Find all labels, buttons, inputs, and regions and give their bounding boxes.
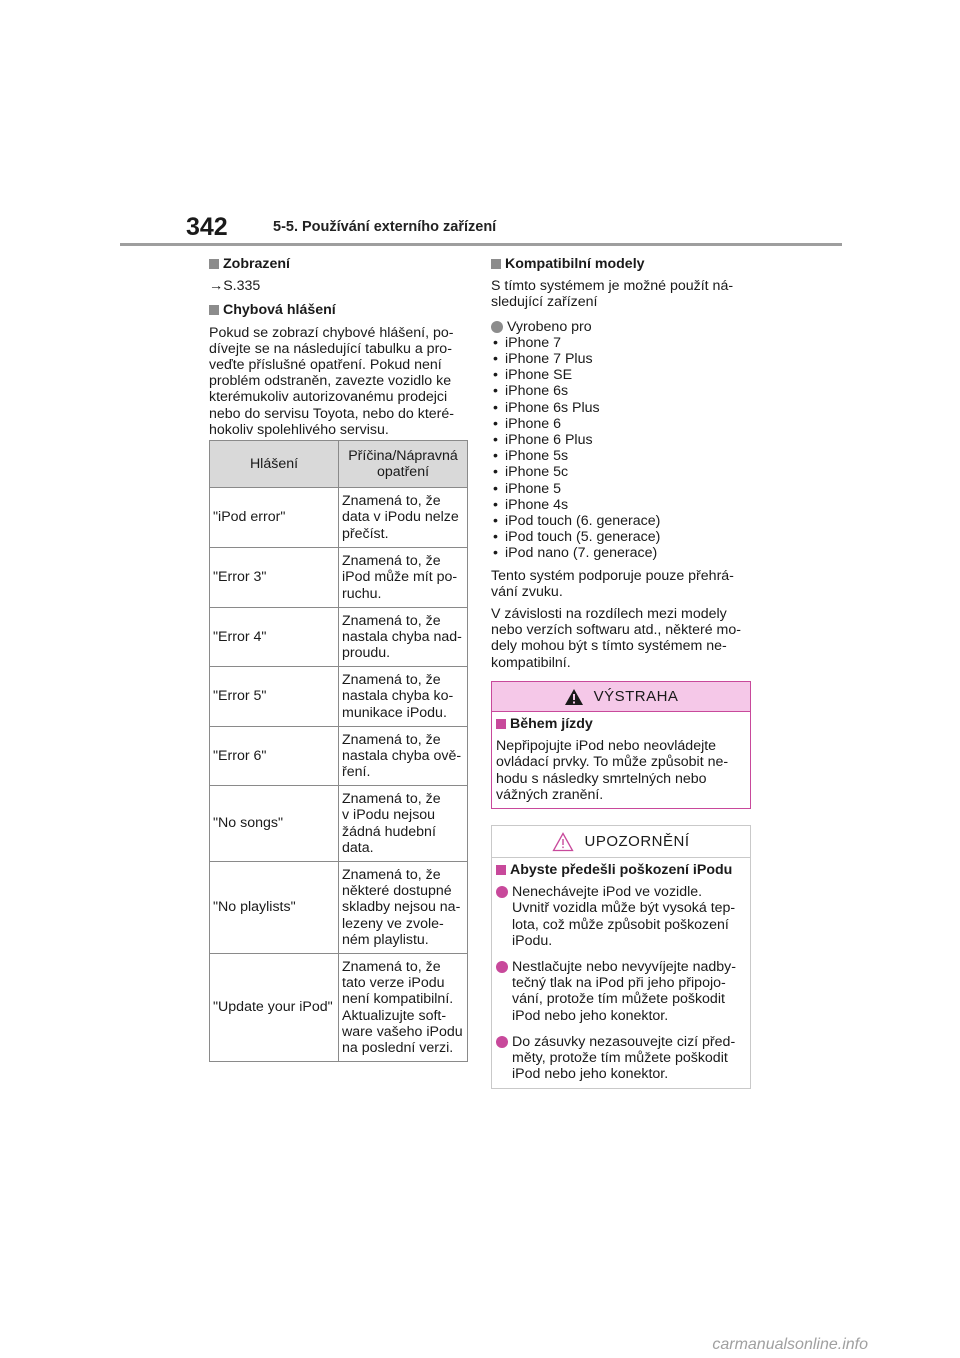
table-row (210, 862, 468, 954)
list-item: • iPhone 4s (491, 497, 753, 513)
table-cell-cause: Znamená to, že některé dostupné skladby nejsou na- lezeny ve zvole- ném playlistu. (339, 862, 468, 954)
table-cell-cause: Znamená to, že data v iPodu nelze přečíst. (339, 488, 468, 548)
compat-heading: Kompatibilní modely (491, 256, 753, 272)
list-item: • iPhone 5 (491, 481, 753, 497)
table-cell-message: "No songs" (210, 786, 339, 862)
table-cell-message: "No playlists" (210, 862, 339, 954)
list-item: • iPhone 6 Plus (491, 432, 753, 448)
circle-bullet-icon (496, 1036, 508, 1048)
circle-bullet-icon (496, 886, 508, 898)
warning-header (492, 682, 750, 712)
notice-item: Do zásuvky nezasouvejte cizí před- měty, protože tím můžete poškodit iPod nebo jeho konektor. (496, 1034, 746, 1083)
list-item: • iPod nano (7. generace) (491, 545, 753, 561)
table-cell-cause: Znamená to, že tato verze iPodu není kompatibilní. Aktualizujte soft- ware vašeho iPodu na poslední verzi. (339, 954, 468, 1062)
section-title: 5-5. Používání externího zařízení (273, 219, 497, 235)
table-cell-cause: Znamená to, že iPod může mít po- ruchu. (339, 548, 468, 608)
circle-bullet-icon (496, 961, 508, 973)
warning-heading: Během jízdy (496, 716, 746, 732)
table-cell-message: "iPod error" (210, 488, 339, 548)
square-bullet-icon (496, 865, 506, 875)
display-reference: →S.335 (209, 278, 261, 295)
footer-watermark: carmanualsonline.info (712, 1336, 868, 1353)
list-item: • iPhone 7 (491, 335, 753, 351)
square-bullet-icon (209, 259, 219, 269)
model-list (491, 335, 753, 562)
list-item: • iPhone 6 (491, 416, 753, 432)
notice-title: UPOZORNĚNÍ (584, 833, 690, 850)
table-header-row (210, 441, 468, 488)
error-intro: Pokud se zobrazí chybové hlášení, po- dívejte se na následující tabulku a pro- veďte příslušné opatření. Pokud není problém odstraněn, zavezte vozidlo ke kterémukoliv autorizovanému prodejci nebo do servisu Toyota, nebo do které- hokoliv spolehlivého servisu. (209, 324, 455, 438)
list-item: • iPhone SE (491, 367, 753, 383)
table-row (210, 488, 468, 548)
notice-item: Nestlačujte nebo nevyvíjejte nadby- tečný tlak na iPod při jeho připojo- vání, protože tím můžete poškodit iPod nebo jeho konektor. (496, 959, 746, 1024)
warning-title: VÝSTRAHA (593, 688, 679, 705)
header-divider (120, 243, 842, 246)
notice-heading: Abyste předešli poškození iPodu (496, 862, 746, 878)
compat-intro: S tímto systémem je možné použít ná- sledující zařízení (491, 278, 734, 311)
page-number: 342 (186, 213, 228, 241)
list-item: • iPhone 7 Plus (491, 351, 753, 367)
list-item: • iPhone 6s Plus (491, 400, 753, 416)
table-row (210, 608, 468, 667)
playback-note: Tento systém podporuje pouze přehrá- vání zvuku. (491, 567, 734, 600)
notice-box (491, 825, 751, 1089)
table-cell-message: "Error 5" (210, 667, 339, 727)
list-item: • iPhone 5c (491, 464, 753, 480)
table-header-cause: Příčina/Nápravná opatření (339, 441, 468, 488)
table-cell-message: "Update your iPod" (210, 954, 339, 1062)
error-heading: Chybová hlášení (209, 302, 471, 318)
table-cell-cause: Znamená to, že nastala chyba nad- proudu. (339, 608, 468, 667)
list-item: • iPod touch (6. generace) (491, 513, 753, 529)
circle-bullet-icon (491, 321, 503, 333)
square-bullet-icon (496, 719, 506, 729)
table-cell-cause: Znamená to, že nastala chyba ově- ření. (339, 727, 468, 786)
error-message-table (209, 440, 468, 1062)
warning-triangle-icon (564, 688, 584, 706)
table-row (210, 786, 468, 862)
notice-item: Nenechávejte iPod ve vozidle. Uvnitř vozidla může být vysoká tep- lota, což může způsobit poškození iPodu. (496, 884, 746, 949)
list-item: • iPhone 6s (491, 383, 753, 399)
table-row (210, 548, 468, 608)
made-for-label: Vyrobeno pro (491, 319, 753, 335)
display-heading: Zobrazení (209, 256, 471, 272)
table-header-message: Hlášení (210, 441, 339, 488)
caution-triangle-icon (552, 832, 574, 852)
table-row (210, 954, 468, 1062)
table-cell-message: "Error 4" (210, 608, 339, 667)
table-cell-cause: Znamená to, že v iPodu nejsou žádná hudební data. (339, 786, 468, 862)
table-cell-message: "Error 6" (210, 727, 339, 786)
warning-box (491, 681, 751, 809)
table-row (210, 667, 468, 727)
notice-header (492, 826, 750, 858)
list-item: • iPod touch (5. generace) (491, 529, 753, 545)
compat-note: V závislosti na rozdílech mezi modely nebo verzích softwaru atd., některé mo- dely mohou být s tímto systémem ne- kompatibilní. (491, 606, 741, 671)
square-bullet-icon (491, 259, 501, 269)
left-column (209, 256, 471, 438)
table-cell-cause: Znamená to, že nastala chyba ko- munikace iPodu. (339, 667, 468, 727)
table-row (210, 727, 468, 786)
square-bullet-icon (209, 305, 219, 315)
right-column (491, 256, 753, 671)
list-item: • iPhone 5s (491, 448, 753, 464)
table-cell-message: "Error 3" (210, 548, 339, 608)
warning-text: Nepřipojujte iPod nebo neovládejte ovládací prvky. To může způsobit ne- hodu s následky smrtelných nebo vážných zranění. (496, 738, 729, 803)
